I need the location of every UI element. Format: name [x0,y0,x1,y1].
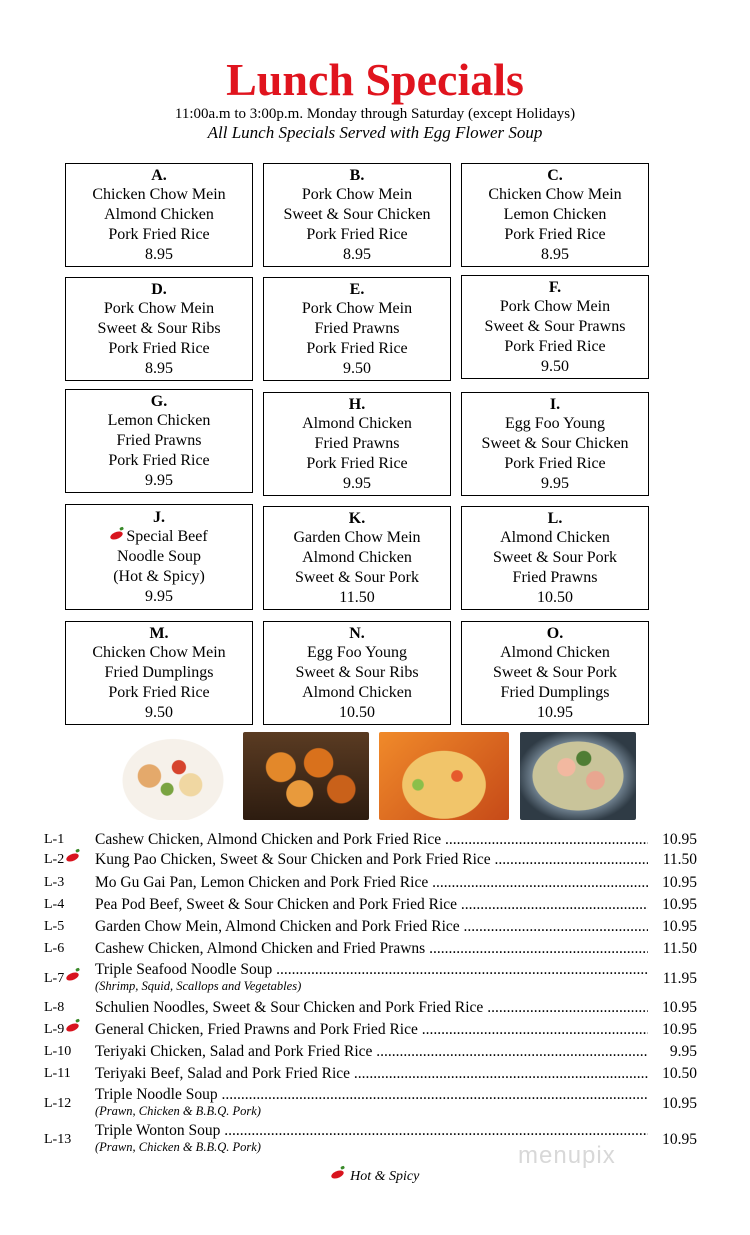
combo-dish: Fried Dumplings [500,683,610,701]
item-code: L-12 [44,1096,72,1111]
combo-dish-spicy [66,527,252,547]
hot-pepper-icon [330,1169,345,1181]
combo-dish: Lemon Chicken [503,206,607,224]
combo-dish: Lemon Chicken [107,412,211,430]
combo-box-f [461,275,649,379]
combo-price: 9.95 [145,471,173,489]
menu-item-l5 [44,917,697,937]
item-name: Teriyaki Chicken, Salad and Pork Fried Rice ..... [95,1042,648,1061]
combo-letter: I. [549,395,561,413]
combo-price: 9.95 [541,474,569,492]
combo-dish: Chicken Chow Mein [92,644,226,662]
combo-dish: Pork Fried Rice [504,225,606,243]
seafood-soup-photo [520,732,636,820]
item-name: General Chicken, Fried Prawns and Pork Fried Rice ..... [95,1020,648,1039]
combo-dish: Pork Fried Rice [108,451,210,469]
item-price: 9.95 [669,1043,697,1060]
spicy-legend [0,1168,750,1186]
menu-item-l1 [44,830,697,850]
menupix-watermark: menupix [518,1142,616,1169]
combo-price: 10.95 [537,703,573,721]
combo-dish: Sweet & Sour Chicken [481,435,629,453]
menu-item-l3 [44,873,697,893]
combo-dish: Sweet & Sour Pork [493,549,617,567]
combo-dish: Egg Foo Young [504,415,606,433]
item-price: 10.95 [662,918,697,935]
combo-dish: Pork Fried Rice [108,683,210,701]
combo-dish: Pork Fried Rice [306,339,408,357]
combo-box-o [461,621,649,725]
item-code-wrap [44,1020,82,1039]
combo-letter: L. [547,509,563,527]
menu-title: Lunch Specials [226,54,524,105]
item-price: 11.95 [662,970,697,987]
combo-price: 11.50 [339,588,375,606]
item-price: 10.50 [662,1065,697,1082]
combo-letter: H. [348,395,366,413]
menu-item-l6 [44,939,697,959]
item-note: (Prawn, Chicken & B.B.Q. Pork) [95,1140,261,1154]
item-name: Teriyaki Beef, Salad and Pork Fried Rice ..... [95,1064,648,1083]
combo-dish: Almond Chicken [500,529,610,547]
combo-dish: Fried Prawns [314,435,400,453]
combo-dish: Pork Chow Mein [301,186,413,204]
item-name: Kung Pao Chicken, Sweet & Sour Chicken and Pork Fried Rice ..... [95,850,648,869]
combo-dish: Almond Chicken [500,644,610,662]
combo-dish: Fried Prawns [116,432,202,450]
combo-price: 8.95 [343,245,371,263]
menu-item-l9 [44,1020,697,1040]
combo-dish: Fried Prawns [512,568,598,586]
item-name: Triple Noodle Soup ..... [95,1085,648,1104]
item-note: (Prawn, Chicken & B.B.Q. Pork) [95,1104,261,1118]
combo-box-b [263,163,451,267]
item-code: L-9 [44,1022,65,1037]
combo-dish: Special Beef [126,528,208,546]
combo-dish: Fried Dumplings [104,664,214,682]
lunch-hours: 11:00a.m to 3:00p.m. Monday through Saturday (except Holidays) [174,106,576,122]
combo-dish: Pork Chow Mein [499,298,611,316]
item-price: 10.95 [662,896,697,913]
item-price: 10.95 [662,831,697,848]
item-price: 10.95 [662,1131,697,1148]
combo-dish: Sweet & Sour Chicken [283,206,431,224]
item-price: 10.95 [662,1021,697,1038]
item-code: L-8 [44,1000,65,1015]
combo-price: 8.95 [541,245,569,263]
combo-dish: Sweet & Sour Prawns [484,318,626,336]
combo-dish: Pork Fried Rice [306,225,408,243]
combo-dish: Sweet & Sour Pork [295,568,419,586]
menu-item-l2 [44,850,697,870]
item-price: 11.50 [662,851,697,868]
item-code-wrap [44,969,82,988]
item-code: L-10 [44,1044,72,1059]
item-code: L-5 [44,919,65,934]
lunch-subtitle: All Lunch Specials Served with Egg Flower Soup [207,123,543,142]
combo-price: 9.95 [343,474,371,492]
fried-rice-photo [379,732,509,820]
item-name: Cashew Chicken, Almond Chicken and Fried Prawns ..... [95,939,648,958]
combo-letter: D. [151,280,167,298]
combo-price: 9.50 [343,359,371,377]
item-name: Mo Gu Gai Pan, Lemon Chicken and Pork Fried Rice ..... [95,873,648,892]
combo-dish: Sweet & Sour Ribs [295,664,419,682]
combo-price: 9.50 [145,703,173,721]
combo-dish: Almond Chicken [302,415,412,433]
item-code: L-13 [44,1132,72,1147]
combo-dish: Almond Chicken [302,549,412,567]
combo-letter: F. [548,278,562,296]
combo-dish: Sweet & Sour Ribs [97,320,221,338]
menu-item-l4 [44,895,697,915]
item-code: L-7 [44,971,65,986]
combo-price: 10.50 [537,588,573,606]
item-code: L-2 [44,852,65,867]
item-price: 10.95 [662,999,697,1016]
combo-dish: Noodle Soup [117,548,201,566]
combo-dish: Pork Fried Rice [306,454,408,472]
combo-letter: O. [546,624,564,642]
combo-dish: Pork Fried Rice [108,339,210,357]
item-code: L-3 [44,875,65,890]
cashew-chicken-photo [114,732,232,820]
item-name: Triple Wonton Soup ..... [95,1121,648,1140]
combo-dish: Almond Chicken [104,206,214,224]
item-note: (Shrimp, Squid, Scallops and Vegetables) [95,979,302,993]
combo-box-d [65,277,253,381]
legend-label: Hot & Spicy [350,1169,420,1184]
combo-letter: G. [150,392,168,410]
combo-dish: Chicken Chow Mein [92,186,226,204]
combo-box-j [65,504,253,610]
combo-letter: K. [348,509,366,527]
combo-box-g [65,389,253,493]
item-price: 11.50 [662,940,697,957]
item-name: Triple Seafood Noodle Soup ..... [95,960,648,979]
combo-price: 10.50 [339,703,375,721]
item-name: Schulien Noodles, Sweet & Sour Chicken and Pork Fried Rice ..... [95,998,648,1017]
combo-price: 9.50 [541,357,569,375]
combo-box-c [461,163,649,267]
combo-box-n [263,621,451,725]
combo-box-i [461,392,649,496]
orange-chicken-photo [243,732,369,820]
menu-item-l8 [44,998,697,1018]
combo-box-e [263,277,451,381]
combo-letter: A. [151,166,167,184]
combo-letter: J. [153,508,165,526]
item-name: Pea Pod Beef, Sweet & Sour Chicken and Pork Fried Rice ..... [95,895,648,914]
combo-letter: M. [149,624,169,642]
item-name: Garden Chow Mein, Almond Chicken and Pork Fried Rice ..... [95,917,648,936]
item-code: L-1 [44,832,65,847]
item-code: L-11 [44,1066,71,1081]
item-name: Cashew Chicken, Almond Chicken and Pork Fried Rice ..... [95,830,648,849]
combo-dish: Fried Prawns [314,320,400,338]
combo-dish: Almond Chicken [302,683,412,701]
menu-item-l11 [44,1064,697,1084]
combo-price: 8.95 [145,359,173,377]
combo-letter: C. [547,166,563,184]
combo-dish: Egg Foo Young [306,644,408,662]
hot-pepper-icon [65,971,80,983]
item-price: 10.95 [662,1095,697,1112]
combo-dish: Chicken Chow Mein [488,186,622,204]
item-code: L-6 [44,941,65,956]
combo-dish: Sweet & Sour Pork [493,664,617,682]
combo-box-a [65,163,253,267]
combo-box-m [65,621,253,725]
menu-item-l10 [44,1042,697,1062]
hot-pepper-icon [65,852,80,864]
combo-letter: E. [349,280,365,298]
combo-dish: Pork Fried Rice [108,225,210,243]
combo-box-l [461,506,649,610]
combo-dish: Pork Fried Rice [504,337,606,355]
combo-dish: Pork Chow Mein [301,300,413,318]
item-code-wrap [44,850,82,869]
combo-dish: Garden Chow Mein [293,529,421,547]
item-price: 10.95 [662,874,697,891]
combo-dish: Pork Chow Mein [103,300,215,318]
combo-dish: Pork Fried Rice [504,454,606,472]
combo-dish: (Hot & Spicy) [113,567,205,585]
combo-box-h [263,392,451,496]
hot-pepper-icon [109,530,124,542]
combo-box-k [263,506,451,610]
menu-item-l12 [44,1085,697,1121]
item-code: L-4 [44,897,65,912]
combo-letter: N. [349,624,365,642]
combo-price: 9.95 [145,587,173,605]
combo-letter: B. [349,166,365,184]
menu-item-l7 [44,960,697,996]
combo-price: 8.95 [145,245,173,263]
hot-pepper-icon [65,1022,80,1034]
